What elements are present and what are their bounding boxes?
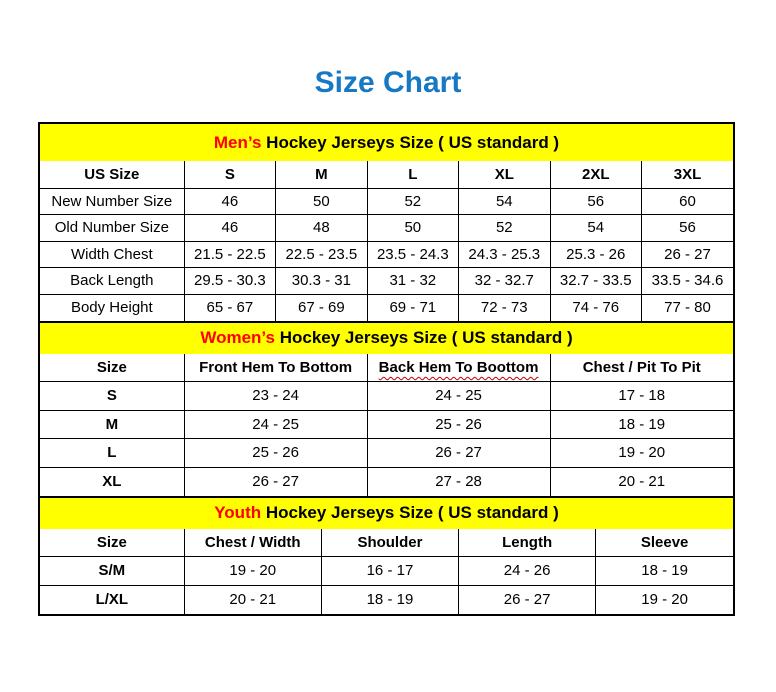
table-cell: 56 <box>641 215 733 242</box>
table-cell: 25 - 26 <box>184 439 367 468</box>
row-label: S/M <box>40 557 184 586</box>
column-header: 2XL <box>550 161 641 188</box>
table-row <box>40 382 733 411</box>
table-cell: 19 - 20 <box>184 557 321 586</box>
column-header: Chest / Pit To Pit <box>550 354 733 382</box>
column-header: US Size <box>40 161 184 188</box>
table-row <box>40 241 733 268</box>
table-cell: 48 <box>276 215 367 242</box>
table-cell: 52 <box>367 188 458 215</box>
size-table-mens <box>40 124 733 321</box>
youth-title-band <box>40 496 733 529</box>
row-label: XL <box>40 467 184 496</box>
youth-header-row <box>40 529 733 557</box>
table-row <box>40 585 733 614</box>
mens-header-row <box>40 161 733 188</box>
table-cell: 27 - 28 <box>367 467 550 496</box>
womens-header-row <box>40 354 733 382</box>
table-cell: 50 <box>276 188 367 215</box>
table-cell: 26 - 27 <box>184 467 367 496</box>
table-cell: 33.5 - 34.6 <box>641 268 733 295</box>
column-header: 3XL <box>641 161 733 188</box>
table-cell: 18 - 19 <box>321 585 458 614</box>
table-cell: 29.5 - 30.3 <box>184 268 275 295</box>
table-cell: 25 - 26 <box>367 410 550 439</box>
table-cell: 24 - 26 <box>459 557 596 586</box>
mens-title-highlight: Men’s <box>213 132 267 152</box>
table-cell: 23.5 - 24.3 <box>367 241 458 268</box>
table-cell: 18 - 19 <box>550 410 733 439</box>
column-header: Size <box>40 354 184 382</box>
table-cell: 25.3 - 26 <box>550 241 641 268</box>
table-cell: 17 - 18 <box>550 382 733 411</box>
table-cell: 24.3 - 25.3 <box>459 241 550 268</box>
table-cell: 54 <box>550 215 641 242</box>
table-row <box>40 439 733 468</box>
table-cell: 56 <box>550 188 641 215</box>
size-table-youth <box>40 496 733 614</box>
table-row <box>40 294 733 321</box>
mens-title-text: Hockey Jerseys Size ( US standard ) <box>266 132 560 152</box>
table-cell: 69 - 71 <box>367 294 458 321</box>
row-label: L <box>40 439 184 468</box>
size-table-womens <box>40 321 733 496</box>
row-label: S <box>40 382 184 411</box>
table-cell: 20 - 21 <box>184 585 321 614</box>
table-cell: 20 - 21 <box>550 467 733 496</box>
table-cell: 60 <box>641 188 733 215</box>
table-cell: 32.7 - 33.5 <box>550 268 641 295</box>
column-header: M <box>276 161 367 188</box>
table-cell: 67 - 69 <box>276 294 367 321</box>
column-header: Shoulder <box>321 529 458 557</box>
table-cell: 74 - 76 <box>550 294 641 321</box>
mens-grid <box>40 161 733 321</box>
row-label: Back Length <box>40 268 184 295</box>
table-cell: 24 - 25 <box>184 410 367 439</box>
column-header: Size <box>40 529 184 557</box>
column-header: S <box>184 161 275 188</box>
row-label: Old Number Size <box>40 215 184 242</box>
table-row <box>40 557 733 586</box>
table-cell: 23 - 24 <box>184 382 367 411</box>
table-cell: 46 <box>184 215 275 242</box>
column-header: Front Hem To Bottom <box>184 354 367 382</box>
table-cell: 77 - 80 <box>641 294 733 321</box>
table-cell: 19 - 20 <box>596 585 733 614</box>
table-row <box>40 410 733 439</box>
table-row <box>40 467 733 496</box>
table-cell: 54 <box>459 188 550 215</box>
size-tables <box>38 122 735 616</box>
table-cell: 26 - 27 <box>367 439 550 468</box>
page-title: Size Chart <box>314 66 462 99</box>
womens-title-highlight: Women’s <box>200 328 280 347</box>
table-cell: 31 - 32 <box>367 268 458 295</box>
column-header: Back Hem To Boottom <box>367 354 550 382</box>
table-cell: 46 <box>184 188 275 215</box>
womens-grid <box>40 354 733 496</box>
column-header: Length <box>459 529 596 557</box>
youth-grid <box>40 529 733 614</box>
table-cell: 50 <box>367 215 458 242</box>
table-cell: 18 - 19 <box>596 557 733 586</box>
table-cell: 72 - 73 <box>459 294 550 321</box>
table-cell: 24 - 25 <box>367 382 550 411</box>
table-cell: 30.3 - 31 <box>276 268 367 295</box>
column-header: Sleeve <box>596 529 733 557</box>
column-header: Chest / Width <box>184 529 321 557</box>
mens-title-band <box>40 124 733 161</box>
table-cell: 65 - 67 <box>184 294 275 321</box>
table-cell: 26 - 27 <box>459 585 596 614</box>
table-row <box>40 215 733 242</box>
table-cell: 21.5 - 22.5 <box>184 241 275 268</box>
table-cell: 52 <box>459 215 550 242</box>
table-row <box>40 268 733 295</box>
table-row <box>40 188 733 215</box>
womens-title-text: Hockey Jerseys Size ( US standard ) <box>279 328 573 347</box>
youth-title-highlight: Youth <box>214 503 266 522</box>
column-header: XL <box>459 161 550 188</box>
row-label: New Number Size <box>40 188 184 215</box>
row-label: M <box>40 410 184 439</box>
row-label: Width Chest <box>40 241 184 268</box>
table-cell: 16 - 17 <box>321 557 458 586</box>
table-cell: 22.5 - 23.5 <box>276 241 367 268</box>
table-cell: 32 - 32.7 <box>459 268 550 295</box>
youth-title-text: Hockey Jerseys Size ( US standard ) <box>265 503 559 522</box>
column-header: L <box>367 161 458 188</box>
table-cell: 26 - 27 <box>641 241 733 268</box>
table-cell: 19 - 20 <box>550 439 733 468</box>
row-label: Body Height <box>40 294 184 321</box>
womens-title-band <box>40 321 733 354</box>
row-label: L/XL <box>40 585 184 614</box>
